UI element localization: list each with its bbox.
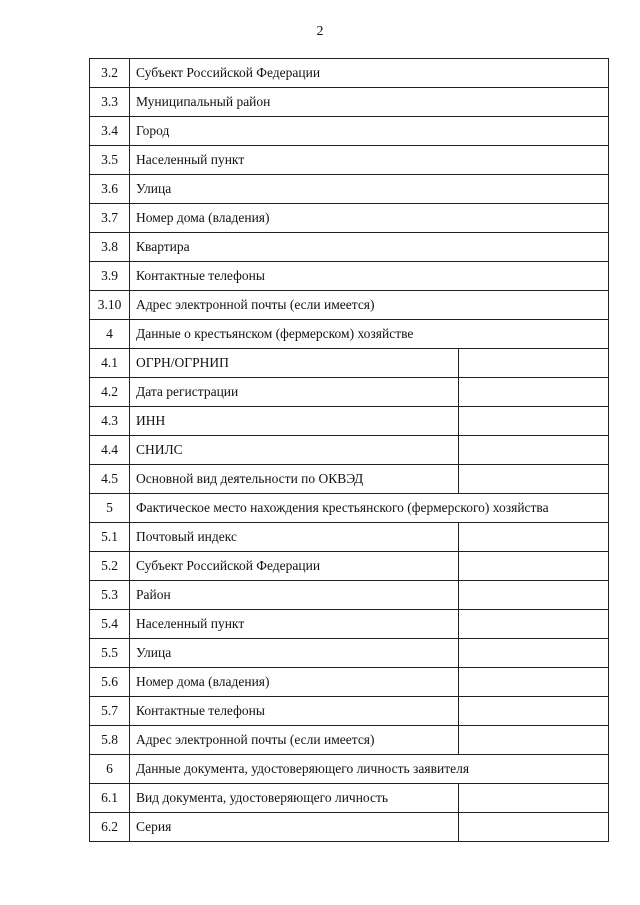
row-label: Субъект Российской Федерации — [130, 552, 459, 581]
row-value-field[interactable] — [459, 610, 609, 639]
row-value-field[interactable] — [459, 465, 609, 494]
row-value-field[interactable] — [459, 581, 609, 610]
row-value-field[interactable] — [459, 436, 609, 465]
row-label: Почтовый индекс — [130, 523, 459, 552]
row-label: Контактные телефоны — [130, 697, 459, 726]
table-row — [90, 88, 609, 117]
row-label: СНИЛС — [130, 436, 459, 465]
row-label: Серия — [130, 813, 459, 842]
row-number: 3.10 — [90, 291, 130, 320]
row-label: Квартира — [130, 233, 609, 262]
form-table-body — [90, 59, 609, 842]
row-value-field[interactable] — [459, 668, 609, 697]
row-number: 5.1 — [90, 523, 130, 552]
table-row — [90, 465, 609, 494]
row-number: 6.1 — [90, 784, 130, 813]
table-row — [90, 610, 609, 639]
row-label: Улица — [130, 175, 609, 204]
row-label: Район — [130, 581, 459, 610]
table-row — [90, 813, 609, 842]
row-label: Адрес электронной почты (если имеется) — [130, 726, 459, 755]
row-label: Город — [130, 117, 609, 146]
row-value-field[interactable] — [459, 552, 609, 581]
table-row — [90, 349, 609, 378]
row-number: 5.8 — [90, 726, 130, 755]
row-number: 3.4 — [90, 117, 130, 146]
row-number: 4.3 — [90, 407, 130, 436]
page-number: 2 — [316, 24, 324, 39]
row-label: ОГРН/ОГРНИП — [130, 349, 459, 378]
table-row — [90, 233, 609, 262]
table-row — [90, 697, 609, 726]
row-label: ИНН — [130, 407, 459, 436]
table-row — [90, 291, 609, 320]
table-row — [90, 146, 609, 175]
row-label: Улица — [130, 639, 459, 668]
table-row — [90, 320, 609, 349]
row-label: Населенный пункт — [130, 146, 609, 175]
table-row — [90, 552, 609, 581]
row-number: 3.7 — [90, 204, 130, 233]
table-row — [90, 436, 609, 465]
row-label: Основной вид деятельности по ОКВЭД — [130, 465, 459, 494]
row-label: Данные о крестьянском (фермерском) хозяйстве — [130, 320, 609, 349]
table-row — [90, 726, 609, 755]
row-value-field[interactable] — [459, 697, 609, 726]
row-label: Муниципальный район — [130, 88, 609, 117]
row-number: 5 — [90, 494, 130, 523]
row-number: 3.9 — [90, 262, 130, 291]
row-number: 6.2 — [90, 813, 130, 842]
row-number: 5.3 — [90, 581, 130, 610]
row-label: Дата регистрации — [130, 378, 459, 407]
row-number: 5.4 — [90, 610, 130, 639]
row-value-field[interactable] — [459, 407, 609, 436]
row-label: Адрес электронной почты (если имеется) — [130, 291, 609, 320]
row-number: 3.6 — [90, 175, 130, 204]
table-row — [90, 117, 609, 146]
table-row — [90, 784, 609, 813]
row-value-field[interactable] — [459, 813, 609, 842]
table-row — [90, 523, 609, 552]
row-value-field[interactable] — [459, 784, 609, 813]
table-row — [90, 204, 609, 233]
row-label: Номер дома (владения) — [130, 204, 609, 233]
row-label: Фактическое место нахождения крестьянского (фермерского) хозяйства — [130, 494, 609, 523]
row-value-field[interactable] — [459, 378, 609, 407]
row-number: 6 — [90, 755, 130, 784]
row-number: 4.2 — [90, 378, 130, 407]
table-row — [90, 639, 609, 668]
table-row — [90, 407, 609, 436]
table-row — [90, 581, 609, 610]
row-number: 5.6 — [90, 668, 130, 697]
row-number: 5.7 — [90, 697, 130, 726]
row-label: Контактные телефоны — [130, 262, 609, 291]
row-number: 4.1 — [90, 349, 130, 378]
row-number: 5.2 — [90, 552, 130, 581]
table-row — [90, 59, 609, 88]
row-label: Номер дома (владения) — [130, 668, 459, 697]
row-label: Субъект Российской Федерации — [130, 59, 609, 88]
row-value-field[interactable] — [459, 639, 609, 668]
row-value-field[interactable] — [459, 349, 609, 378]
table-row — [90, 262, 609, 291]
row-value-field[interactable] — [459, 726, 609, 755]
row-number: 3.2 — [90, 59, 130, 88]
row-number: 5.5 — [90, 639, 130, 668]
table-row — [90, 668, 609, 697]
row-label: Данные документа, удостоверяющего личность заявителя — [130, 755, 609, 784]
row-number: 3.3 — [90, 88, 130, 117]
row-number: 4 — [90, 320, 130, 349]
row-number: 4.5 — [90, 465, 130, 494]
table-row — [90, 494, 609, 523]
table-row — [90, 378, 609, 407]
row-number: 3.5 — [90, 146, 130, 175]
row-number: 3.8 — [90, 233, 130, 262]
row-label: Населенный пункт — [130, 610, 459, 639]
row-label: Вид документа, удостоверяющего личность — [130, 784, 459, 813]
row-value-field[interactable] — [459, 523, 609, 552]
row-number: 4.4 — [90, 436, 130, 465]
table-row — [90, 755, 609, 784]
form-table — [89, 58, 609, 842]
table-row — [90, 175, 609, 204]
